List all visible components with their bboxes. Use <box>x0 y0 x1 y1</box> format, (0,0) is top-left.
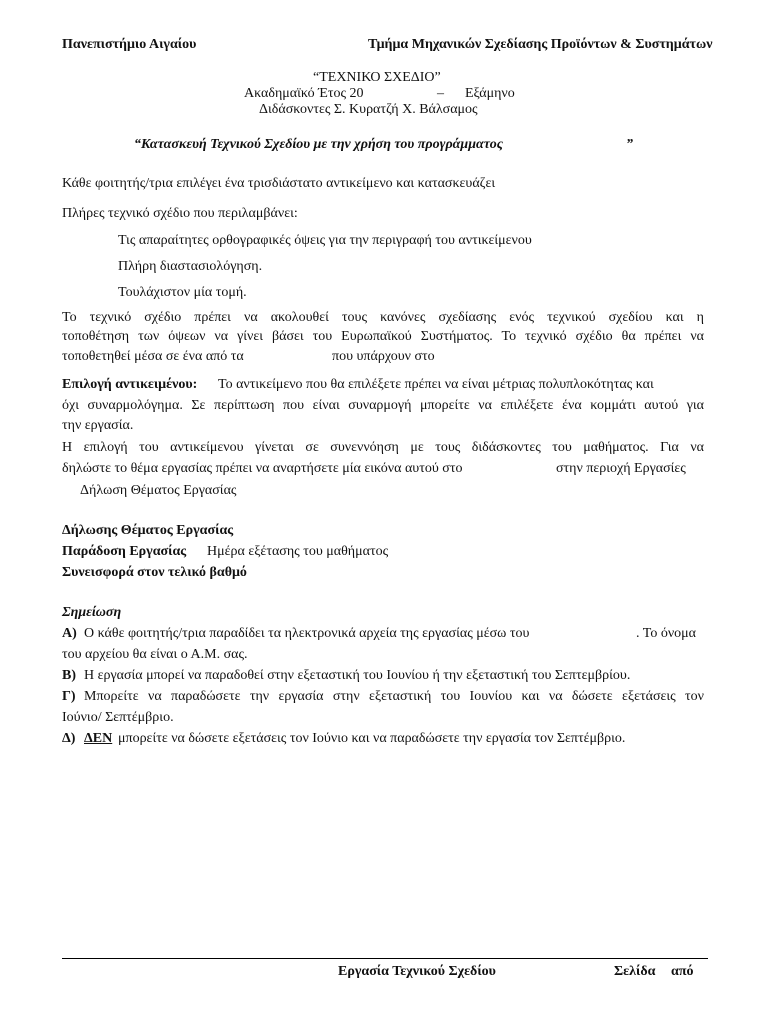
note-a-line-1: Ο κάθε φοιτητής/τρια παραδίδει τα ηλεκτρονικά αρχεία της εργασίας μέσω του <box>84 626 530 641</box>
footer-rule <box>62 958 708 959</box>
note-c-line-1: Μπορείτε να παραδώσετε την εργασία στην εξεταστική του Ιουνίου και να δώσετε εξετάσεις τον <box>84 689 704 704</box>
intro-line-1: Κάθε φοιτητής/τρια επιλέγει ένα τρισδιάστατο αντικείμενο και κατασκευάζει <box>62 176 496 191</box>
note-a-label: Α) <box>62 626 77 641</box>
delivery-value: Ημέρα εξέτασης του μαθήματος <box>207 544 389 559</box>
note-c-line-2: Ιούνιο/ Σεπτέμβριο. <box>62 710 174 725</box>
header-university: Πανεπιστήμιο Αιγαίου <box>62 37 197 52</box>
contribution-label: Συνεισφορά στον τελικό βαθμό <box>62 565 247 580</box>
footer-page-label: Σελίδα <box>614 964 656 979</box>
header-department: Τμήμα Μηχανικών Σχεδίασης Προϊόντων & Συστημάτων <box>368 37 713 52</box>
assignment-title-close-quote: ” <box>626 137 633 152</box>
object-choice-line-6: Δήλωση Θέματος Εργασίας <box>80 483 237 498</box>
object-choice-line-4: Η επιλογή του αντικείμενου γίνεται σε συνεννόηση με τους διδάσκοντες του μαθήματος. Για να <box>62 440 704 455</box>
note-b-label: Β) <box>62 668 76 683</box>
assignment-title: “Κατασκευή Τεχνικού Σχεδίου με την χρήση του προγράμματος <box>134 137 503 152</box>
declaration-label: Δήλωσης Θέματος Εργασίας <box>62 523 234 538</box>
rules-line-3-end: που υπάρχουν στο <box>332 349 435 364</box>
course-title: “ΤΕΧΝΙΚΟ ΣΧΕΔΙΟ” <box>313 70 441 85</box>
footer-of-label: από <box>671 964 694 979</box>
rules-line-1: Το τεχνικό σχέδιο πρέπει να ακολουθεί τους κανόνες σχεδίασης ενός τεχνικού σχεδίου και η <box>62 310 704 325</box>
intro-line-2: Πλήρες τεχνικό σχέδιο που περιλαμβάνει: <box>62 206 298 221</box>
requirement-item: Τουλάχιστον μία τομή. <box>118 285 247 300</box>
year-dash: – <box>437 86 444 101</box>
object-choice-line-1: Το αντικείμενο που θα επιλέξετε πρέπει να είναι μέτριας πολυπλοκότητας και <box>218 377 654 392</box>
object-choice-line-5-end: στην περιοχή Εργασίες <box>556 461 686 476</box>
rules-line-2: τοποθέτηση των όψεων να γίνει βάσει του Ευρωπαϊκού Συστήματος. Το τεχνικό σχέδιο θα πρέπει να <box>62 329 704 344</box>
object-choice-label: Επιλογή αντικειμένου: <box>62 377 198 392</box>
requirement-item: Τις απαραίτητες ορθογραφικές όψεις για την περιγραφή του αντικείμενου <box>118 233 532 248</box>
object-choice-line-3: την εργασία. <box>62 418 134 433</box>
note-a-line-1-end: . Το όνομα <box>636 626 697 641</box>
note-d-emphasis: ΔΕΝ <box>84 731 113 746</box>
footer-title: Εργασία Τεχνικού Σχεδίου <box>338 964 496 979</box>
note-b-text: Η εργασία μπορεί να παραδοθεί στην εξεταστική του Ιουνίου ή την εξεταστική του Σεπτεμβρίου. <box>84 668 631 683</box>
object-choice-line-5-start: δηλώστε το θέμα εργασίας πρέπει να αναρτήσετε μία εικόνα αυτού στο <box>62 461 463 476</box>
academic-year: Ακαδημαϊκό Έτος 20 <box>244 86 364 101</box>
requirement-item: Πλήρη διαστασιολόγηση. <box>118 259 263 274</box>
object-choice-line-2: όχι συναρμολόγημα. Σε περίπτωση που είναι συναρμογή μπορείτε να επιλέξετε ένα κομμάτι αυτού για <box>62 398 704 413</box>
instructors: Διδάσκοντες Σ. Κυρατζή Χ. Βάλσαμος <box>259 102 478 117</box>
rules-line-3-start: τοποθετηθεί μέσα σε ένα από τα <box>62 349 244 364</box>
note-a-line-2: του αρχείου θα είναι ο Α.Μ. σας. <box>62 647 248 662</box>
semester-label: Εξάμηνο <box>465 86 515 101</box>
delivery-label: Παράδοση Εργασίας <box>62 544 187 559</box>
note-c-label: Γ) <box>62 689 76 704</box>
note-heading: Σημείωση <box>62 605 122 620</box>
note-d-text: μπορείτε να δώσετε εξετάσεις τον Ιούνιο και να παραδώσετε την εργασία τον Σεπτέμβριο. <box>118 731 626 746</box>
note-d-label: Δ) <box>62 731 76 746</box>
